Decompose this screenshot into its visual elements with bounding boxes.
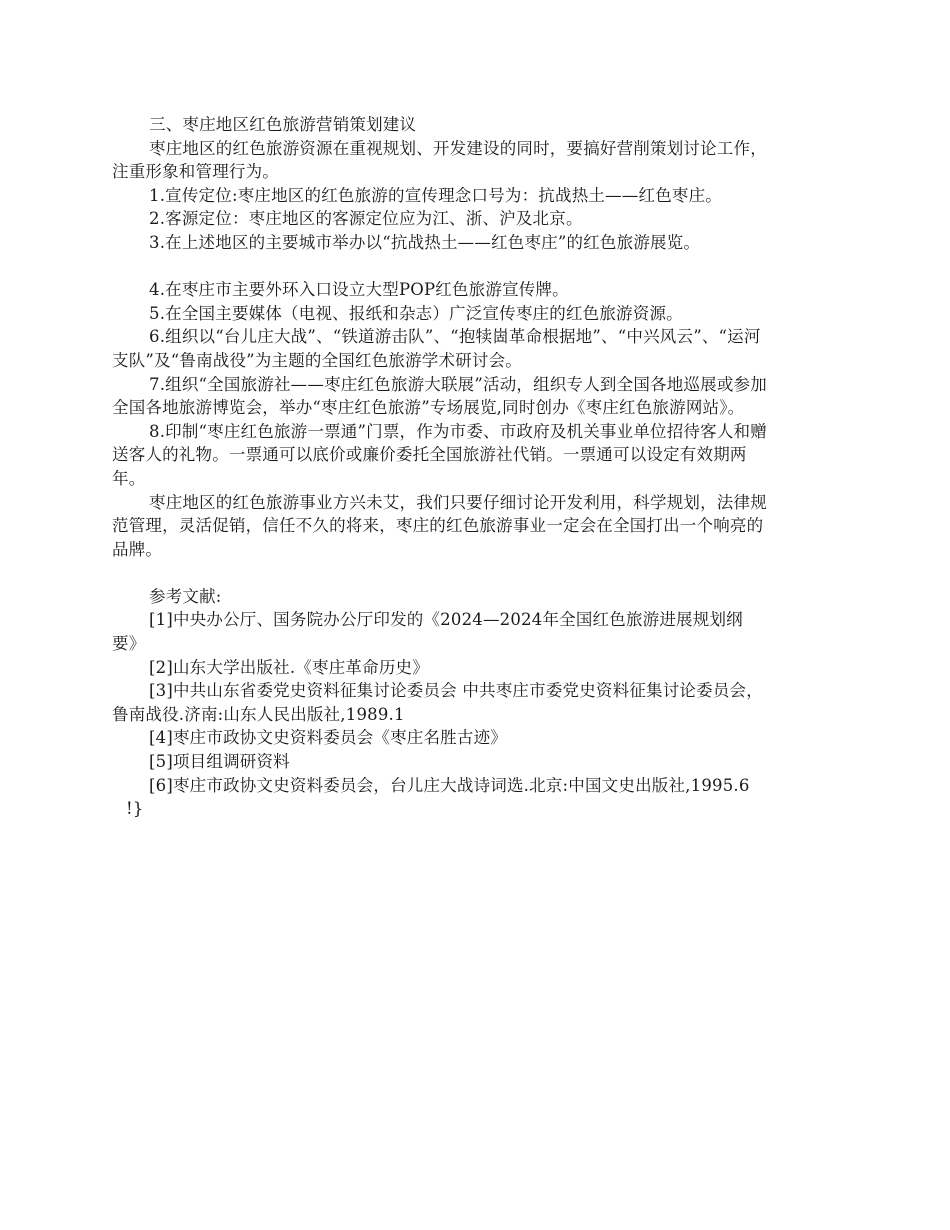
document-body bbox=[112, 113, 767, 821]
reference-item: [2]山东大学出版社.《枣庄革命历史》 bbox=[149, 657, 429, 677]
section-heading: 三、枣庄地区红色旅游营销策划建议 bbox=[149, 115, 417, 134]
list-item: 4.在枣庄市主要外环入口设立大型POP红色旅游宣传牌。 bbox=[149, 280, 569, 300]
list-item: 8.印制“枣庄红色旅游一票通”门票，作为市委、市政府及机关事业单位招待客人和赠送客人的礼物。一票通可以底价或廉价委托全国旅游社代销。一票通可以设定有效期两年。 bbox=[112, 421, 767, 488]
reference-item: [5]项目组调研资料 bbox=[149, 752, 290, 772]
list-item: 2.客源定位：枣庄地区的客源定位应为江、浙、沪及北京。 bbox=[149, 209, 583, 229]
reference-item: [4]枣庄市政协文史资料委员会《枣庄名胜古迹》 bbox=[149, 728, 507, 748]
list-item: 1.宣传定位:枣庄地区的红色旅游的宣传理念口号为：抗战热土——红色枣庄。 bbox=[149, 185, 723, 205]
list-item: 7.组织“全国旅游社——枣庄红色旅游大联展”活动，组织专人到全国各地巡展或参加全国各地旅游博览会，举办“枣庄红色旅游”专场展览,同时创办《枣庄红色旅游网站》。 bbox=[112, 374, 767, 418]
reference-item: [6]枣庄市政协文史资料委员会，台儿庄大战诗词选.北京:中国文史出版社,1995.6 bbox=[149, 775, 750, 795]
blank-line bbox=[112, 255, 767, 279]
intro-paragraph: 枣庄地区的红色旅游资源在重视规划、开发建设的同时，要搞好营削策划讨论工作，注重形象和管理行为。 bbox=[112, 138, 767, 182]
list-item: 3.在上述地区的主要城市举办以“抗战热土——红色枣庄”的红色旅游展览。 bbox=[149, 232, 701, 252]
reference-item: [3]中共山东省委党史资料征集讨论委员会 中共枣庄市委党史资料征集讨论委员会，鲁南战役.济南:山东人民出版社,1989.1 bbox=[112, 681, 763, 724]
blank-line bbox=[112, 561, 767, 585]
references-heading: 参考文献: bbox=[149, 586, 222, 606]
reference-item: [1]中央办公厅、国务院办公厅印发的《2024—2024年全国红色旅游进展规划纲要》 bbox=[112, 610, 743, 654]
list-item: 6.组织以“台儿庄大战”、“铁道游击队”、“抱犊崮革命根据地”、“中兴风云”、“运河支队”及“鲁南战役”为主题的全国红色旅游学术研讨会。 bbox=[112, 327, 761, 370]
list-item: 5.在全国主要媒体（电视、报纸和杂志）广泛宣传枣庄的红色旅游资源。 bbox=[149, 303, 683, 323]
trailing-mark: !} bbox=[126, 799, 144, 819]
conclusion-paragraph: 枣庄地区的红色旅游事业方兴未艾，我们只要仔细讨论开发利用，科学规划，法律规范管理，灵活促销，信任不久的将来，枣庄的红色旅游事业一定会在全国打出一个响亮的品牌。 bbox=[112, 492, 767, 559]
